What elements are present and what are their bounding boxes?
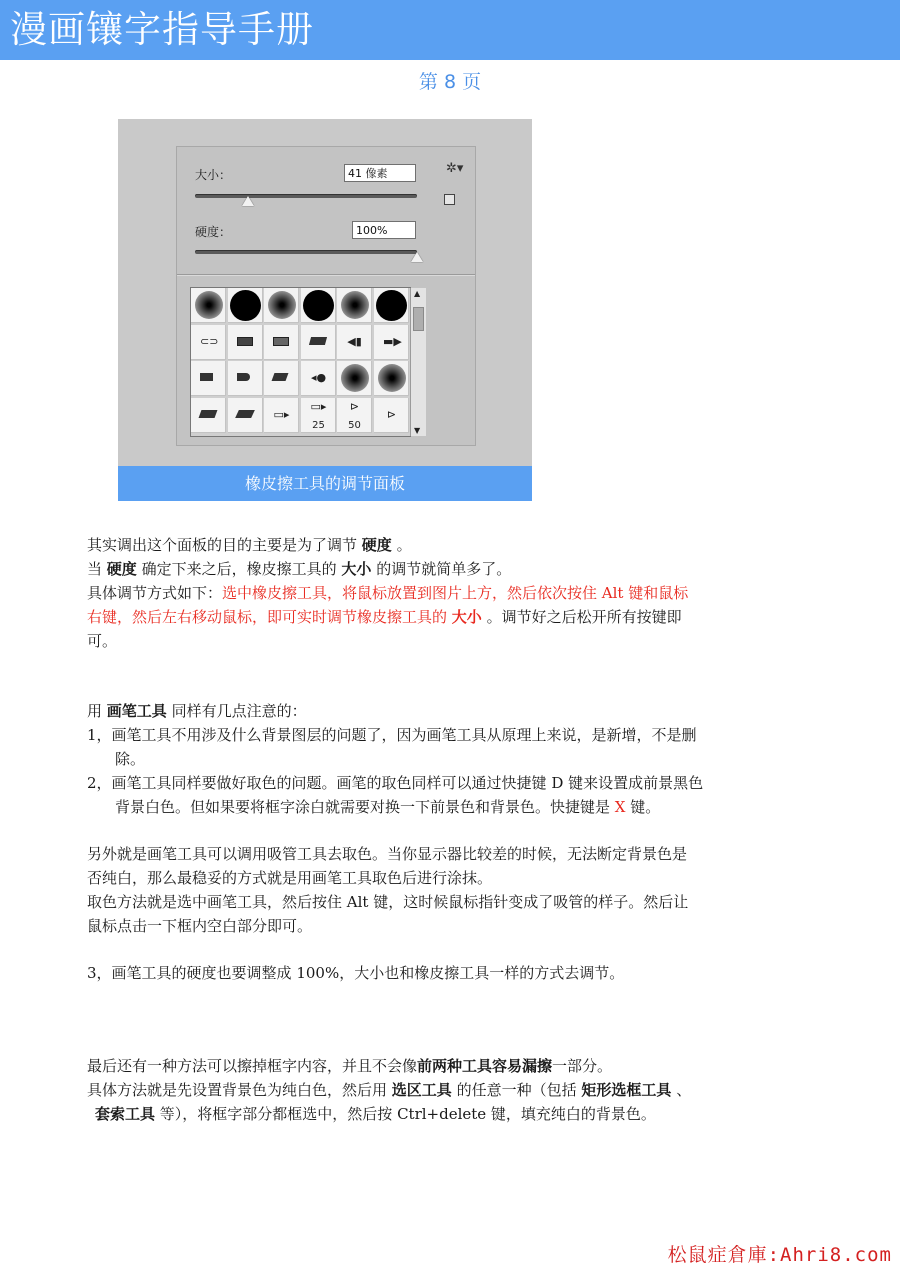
- text: 最后还有一种方法可以擦掉框字内容，并且不会像: [87, 1057, 418, 1075]
- brush-hard-round[interactable]: [374, 288, 409, 323]
- scroll-up-icon[interactable]: ▲: [414, 289, 421, 298]
- hardness-slider-thumb[interactable]: [411, 252, 423, 262]
- text: 一部分。: [552, 1057, 613, 1075]
- bold-term: 矩形选框工具: [581, 1081, 672, 1099]
- text: 具体调节方式如下：: [87, 584, 223, 602]
- bold-term: 画笔工具: [106, 702, 167, 720]
- text-line: [87, 557, 511, 581]
- brush-soft-round[interactable]: [191, 288, 226, 323]
- list-item: 1，画笔工具不用涉及什么背景图层的问题了，因为画笔工具从原理上来说，是新增，不是删: [87, 726, 697, 744]
- text: 的调节就简单多了。: [376, 560, 512, 578]
- figure-caption: 橡皮擦工具的调节面板: [118, 466, 532, 501]
- page-number: 第 8 页: [418, 71, 482, 93]
- text: 用: [87, 702, 103, 720]
- text: 背景白色。但如果要将框字涂白就需要对换一下前景色和背景色。快捷键是: [115, 798, 611, 816]
- brush-soft-round[interactable]: [337, 288, 372, 323]
- brush-preset-50[interactable]: [337, 398, 372, 433]
- list-item: 2，画笔工具同样要做好取色的问题。画笔的取色同样可以通过快捷键 D 键来设置成前景黑色: [87, 774, 704, 792]
- bold-term: 大小: [341, 560, 372, 578]
- text-line: 可。: [87, 632, 118, 650]
- chisel-tip-icon: ▭▸: [273, 408, 290, 421]
- size-slider-track[interactable]: [195, 194, 417, 198]
- shortcut-key: X: [614, 798, 626, 816]
- text-line: [87, 533, 412, 557]
- brush-soft-round[interactable]: [374, 361, 409, 396]
- brush-preset-panel: [176, 146, 476, 446]
- text: 、: [676, 1081, 692, 1099]
- hardness-field[interactable]: 100%: [352, 221, 416, 239]
- divider: [177, 275, 475, 276]
- bold-term: 套索工具: [95, 1105, 156, 1123]
- text-line: [87, 699, 307, 723]
- chisel-tip-icon: ▬▶: [383, 335, 402, 348]
- list-item-continuation: 除。: [115, 750, 146, 768]
- brush-tip-block[interactable]: [191, 361, 226, 396]
- text: 同样有几点注意的：: [171, 702, 307, 720]
- brush-tip-marker[interactable]: [264, 325, 299, 360]
- brush-size-number: 25: [312, 420, 325, 431]
- brush-soft-round[interactable]: [337, 361, 372, 396]
- scroll-down-icon[interactable]: ▼: [414, 426, 421, 435]
- brush-tip-angled[interactable]: [191, 398, 226, 433]
- brush-tip-chisel[interactable]: [374, 325, 409, 360]
- brush-hard-round[interactable]: [228, 288, 263, 323]
- brush-preset-25[interactable]: [301, 398, 336, 433]
- brush-tip-fan[interactable]: [337, 325, 372, 360]
- brush-tip-chisel[interactable]: [264, 398, 299, 433]
- text: 具体方法就是先设置背景色为纯白色，然后用: [87, 1081, 388, 1099]
- brush-grid-scrollbar[interactable]: [410, 288, 426, 436]
- size-label: 大小：: [195, 168, 232, 182]
- watermark: 松鼠症倉庫:Ahri8.com: [667, 1244, 892, 1266]
- gear-icon[interactable]: ✲▾: [446, 161, 464, 176]
- bold-term: 硬度: [106, 560, 137, 578]
- text-line: 取色方法就是选中画笔工具，然后按住 Alt 键，这时候鼠标指针变成了吸管的样子。然后让: [87, 893, 689, 911]
- text-line: [87, 1078, 691, 1102]
- header-bar: [0, 0, 900, 60]
- highlighted-text: 选中橡皮擦工具，将鼠标放置到图片上方，然后依次按住 Alt 键和鼠标: [222, 584, 689, 602]
- text-line: 否纯白，那么最稳妥的方式就是用画笔工具取色后进行涂抹。: [87, 869, 493, 887]
- brush-tip-angled[interactable]: [228, 398, 263, 433]
- scroll-thumb[interactable]: [413, 307, 424, 331]
- brush-hard-round[interactable]: [301, 288, 336, 323]
- new-preset-icon[interactable]: [444, 194, 455, 205]
- brush-tip-sponge[interactable]: [301, 361, 336, 396]
- text-line: [87, 1054, 612, 1078]
- text-line: 另外就是画笔工具可以调用吸管工具去取色。当你显示器比较差的时候，无法断定背景色是: [87, 845, 688, 863]
- text: 其实调出这个面板的目的主要是为了调节: [87, 536, 358, 554]
- brush-tip-marker[interactable]: [228, 325, 263, 360]
- brush-tip-pencil[interactable]: [191, 325, 226, 360]
- brush-grid: [190, 287, 421, 437]
- text: 。: [396, 536, 412, 554]
- list-item: 3，画笔工具的硬度也要调整成 100%，大小也和橡皮擦工具一样的方式去调节。: [87, 964, 625, 982]
- text: 键。: [630, 798, 661, 816]
- sponge-tip-icon: ◂●: [310, 371, 327, 384]
- brush-tip-flat[interactable]: [301, 325, 336, 360]
- text: 当: [87, 560, 103, 578]
- brush-tip-pen[interactable]: [374, 398, 409, 433]
- pen-tip-icon: ⊳: [386, 408, 397, 421]
- bold-term: 选区工具: [391, 1081, 452, 1099]
- marker-tip-icon: ▭▸: [310, 400, 327, 413]
- fan-tip-icon: ◀▮: [347, 335, 362, 348]
- brush-tip-angled[interactable]: [264, 361, 299, 396]
- pen-tip-icon: ⊳: [349, 400, 360, 413]
- brush-size-number: 50: [348, 420, 361, 431]
- brush-soft-round[interactable]: [264, 288, 299, 323]
- size-field[interactable]: 41 像素: [344, 164, 416, 182]
- brush-tip-round-end[interactable]: [228, 361, 263, 396]
- hardness-label: 硬度：: [195, 225, 232, 239]
- list-item-continuation: [115, 795, 660, 819]
- document-title: 漫画镶字指导手册: [10, 8, 314, 51]
- text-line: [87, 605, 682, 629]
- text: 。调节好之后松开所有按键即: [486, 608, 682, 626]
- text-line: 鼠标点击一下框内空白部分即可。: [87, 917, 313, 935]
- text-line: [95, 1102, 656, 1126]
- text-line: [87, 581, 688, 605]
- size-slider-thumb[interactable]: [242, 196, 254, 206]
- text: 确定下来之后，橡皮擦工具的: [141, 560, 337, 578]
- highlighted-text: 右键，然后左右移动鼠标，即可实时调节橡皮擦工具的: [87, 608, 448, 626]
- bold-term: 大小: [451, 608, 482, 626]
- text: 等），将框字部分都框选中，然后按 Ctrl+delete 键，填充纯白的背景色。: [159, 1105, 656, 1123]
- bold-term: 硬度: [361, 536, 392, 554]
- hardness-slider-track[interactable]: [195, 250, 417, 254]
- figure-eraser-panel: [118, 119, 532, 466]
- pencil-tip-icon: ⊂⊃: [200, 335, 219, 348]
- bold-term: 前两种工具容易漏擦: [417, 1057, 553, 1075]
- text: 的任意一种（包括: [456, 1081, 577, 1099]
